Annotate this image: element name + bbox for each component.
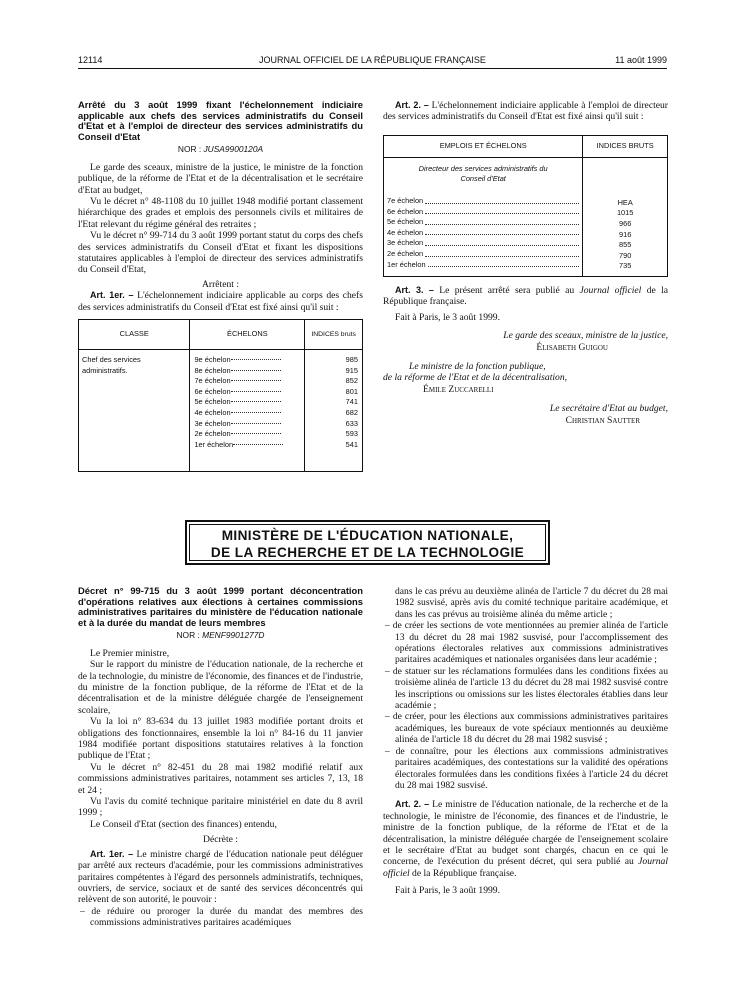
sig2-title-1: Le ministre de la fonction publique, [409,361,546,372]
decret-visa-3: Vu l'avis du comité technique paritaire ministériel en date du 8 avril 1999 ; [78,796,363,819]
td-echelons-2 [387,196,579,270]
decret-decision: Décrète : [203,834,238,846]
decret-item-1b: dans le cas prévu au deuxième alinéa de l'article 7 du décret du 28 mai 1982 susvisé, après avis du comité technique paritaire académique, et dans les cas prévus au troisième alinéa du même article ; [395,586,668,620]
table2-echelon-6: 1er échelon [387,260,579,271]
page-number: 12114 [78,55,103,65]
sig2-title-2: de la réforme de l'Etat et de la décentralisation, [383,372,568,384]
table1-echelon-3: 6e échelon [194,387,300,398]
table1-echelon-7: 2e échelon [194,429,300,440]
th-indices: INDICES bruts [305,320,363,350]
table1-echelon-2: 7e échelon [194,376,300,387]
th-classe: CLASSE [79,320,190,350]
table1-echelon-5: 4e échelon [194,408,300,419]
arrete-title: Arrêté du 3 août 1999 fixant l'échelonnement indiciaire applicable aux chefs des services administratifs du Conseil d'Etat et à l'emploi de directeur des services administratifs du Conseil d'Etat [78,99,363,142]
table1-indice-1: 915 [345,365,358,375]
decret-nor: NOR : MENF9901277D [176,630,265,641]
decret-item-2: – de créer les sections de vote mentionnées au premier alinéa de l'article 13 du décret du 28 mai 1982 susvisé, pour l'accomplissement des opérations électorales relatives aux commissions administratives paritaires académiques et nationales organisées dans leur académie ; [385,620,668,666]
decret-article-2: Art. 2. – Le ministre de l'éducation nationale, de la recherche et de la technologie, le ministre de l'économie, des finances et de l'industrie, le ministre de la fonction publique, de la réforme de l'Etat et de la décentralisation, la ministre déléguée chargée de l'enseignement scolaire et le secrétaire d'Etat au budget sont chargés, chacun en ce qui le concerne, de l'exécution du présent décret, qui sera publié au Journal officiel de la République française. [383,799,668,879]
table2-indice-4: 855 [619,240,632,250]
table1-echelon-8: 1er échelon [194,440,300,451]
arrete-visa-1: Vu le décret n° 48-1108 du 10 juillet 1948 modifié portant classement hiérarchique des grades et emplois des personnels civils et militaires de l'Etat relevant du régime général des retraites ; [78,196,363,230]
decret-right-column [383,586,668,897]
table1-echelon-0: 9e échelon [194,355,300,366]
table-chefs-services [78,319,363,472]
table2-echelon-2: 5e échelon [387,217,579,228]
table1-echelon-6: 3e échelon [194,419,300,430]
sig3-title: Le secrétaire d'Etat au budget, [549,403,668,415]
sig1-name: Élisabeth Guigou [536,341,608,353]
table2-echelon-5: 2e échelon [387,249,579,260]
table1-indice-7: 593 [345,429,358,439]
table-directeur [383,135,668,277]
th-indices-bruts: INDICES BRUTS [583,135,668,157]
arrete-preamble-1: Le garde des sceaux, ministre de la justice, le ministre de la fonction publique, de la réforme de l'Etat et de la décentralisation et le secrétaire d'Etat au budget, [78,161,363,196]
decret-item-5: – de connaître, pour les élections aux commissions administratives paritaires académiques, des contestations sur la validité des opérations électorales formulées dans les conditions fixées à l'article 24 du décret du 28 mai 1982 susvisé. [385,745,668,791]
decret-visa-1: Vu la loi n° 83-634 du 13 juillet 1983 modifiée portant droits et obligations des fonctionnaires, ensemble la loi n° 84-16 du 11 janvier 1984 modifiée portant dispositions statutaires relatives à la fonction publique de l'Etat ; [78,716,363,762]
td-indices-2 [583,157,668,276]
td-emplois [384,157,583,276]
table2-indice-5: 790 [619,250,632,260]
decret-rapport: Sur le rapport du ministre de l'éducation nationale, de la recherche et de la technologie, du ministre de l'économie, des finances et de l'industrie, du ministre de la fonction publique, de la réforme de l'Etat et de la décentralisation et de la ministre déléguée chargée de l'enseignement scolaire, [78,659,363,716]
th-emplois: EMPLOIS ET ÉCHELONS [384,135,583,157]
decret-item-1a: – de réduire ou proroger la durée du mandat des membres des commissions administratives paritaires académiques [80,905,363,929]
table2-echelon-0: 7e échelon [387,196,579,207]
decret-premier-ministre: Le Premier ministre, [90,647,170,659]
arrete-signatures [383,330,668,426]
sig1-title: Le garde des sceaux, ministre de la justice, [503,330,668,342]
arrete-nor: NOR : JUSA9900120A [177,144,264,155]
td-classe: Chef des services administratifs. [79,350,190,472]
sig2-name: Émile Zuccarelli [423,383,494,395]
arrete-article-3: Art. 3. – Le présent arrêté sera publié au Journal officiel de la République française. [383,284,669,308]
td-echelons-list [190,350,305,472]
arrete-decision: Arrêtent : [201,278,240,290]
table1-indice-5: 682 [345,408,358,418]
table1-indice-0: 985 [345,355,358,365]
table2-indice-6: 735 [619,261,632,271]
th-echelons: ÉCHELONS [190,320,305,350]
header-rule [78,68,667,69]
decret-title: Décret n° 99-715 du 3 août 1999 portant déconcentration d'opérations relatives aux élections à certaines commissions administratives paritaires du ministère de l'éducation nationale et à la durée du mandat de leurs membres [78,585,363,628]
table2-echelon-4: 3e échelon [387,238,579,249]
table2-echelon-3: 4e échelon [387,228,579,239]
table1-indice-3: 801 [345,386,358,396]
table1-echelon-1: 8e échelon [194,366,300,377]
decret-left-column [78,586,363,929]
table1-echelon-4: 5e échelon [194,397,300,408]
td-indices-list [305,350,363,472]
ministry-line-1: MINISTÈRE DE L'ÉDUCATION NATIONALE, [221,528,514,543]
decret-conseil: Le Conseil d'Etat (section des finances) entendu, [90,818,277,830]
table1-indice-6: 633 [345,418,358,428]
arrete-right-column [383,100,668,426]
arrete-article-2: Art. 2. – L'échelonnement indiciaire applicable à l'emploi de directeur des services administratifs du Conseil d'Etat est fixé ainsi qu'il suit : [383,100,668,123]
table1-indice-4: 741 [345,397,358,407]
table2-indice-3: 916 [619,229,632,239]
decret-visa-2: Vu le décret n° 82-451 du 28 mai 1982 modifié relatif aux commissions administratives paritaires, notamment ses articles 7, 13, 18 et 24 ; [78,761,363,796]
ministry-banner [185,520,550,565]
journal-title: JOURNAL OFFICIEL DE LA RÉPUBLIQUE FRANÇAISE [259,55,486,65]
decret-item-3: – de statuer sur les réclamations formulées dans les conditions fixées au troisième alinéa de l'article 13 du décret du 28 mai 1982 susvisé contre les inscriptions ou omissions sur les listes électorales établies dans leur académie ; [385,665,668,712]
table1-indice-2: 852 [345,376,358,386]
table1-indice-8: 541 [345,439,358,449]
arrete-visa-2: Vu le décret n° 99-714 du 3 août 1999 portant statut du corps des chefs des services administratifs du Conseil d'Etat et fixant les dispositions statutaires applicables à l'emploi de directeur des services administratifs du Conseil d'Etat, [78,230,363,276]
table2-echelon-1: 6e échelon [387,207,579,218]
arrete-article-1: Art. 1er. – L'échelonnement indiciaire applicable au corps des chefs des services administratifs du Conseil d'Etat est fixé ainsi qu'il suit : [78,290,363,313]
arrete-left-column [78,100,363,472]
ministry-line-2: DE LA RECHERCHE ET DE LA TECHNOLOGIE [210,545,525,560]
decret-fait: Fait à Paris, le 3 août 1999. [395,885,500,897]
table2-indice-0: HEA [617,197,633,207]
emploi-title: Directeur des services administratifs du Conseil d'Etat [418,163,548,184]
table2-indice-1: 1015 [616,208,634,218]
table2-indice-2: 966 [619,219,632,228]
decret-item-4: – de créer, pour les élections aux commissions administratives paritaires académiques, les bureaux de vote spéciaux mentionnés au deuxième alinéa de l'article 18 du décret du 28 mai 1982 susvisé ; [385,711,668,746]
issue-date: 11 août 1999 [615,55,667,65]
decret-article-1: Art. 1er. – Le ministre chargé de l'éducation nationale peut déléguer par arrêté aux recteurs d'académie, pour les commissions administratives paritaires compétentes à l'égard des personnels administratifs, techniques, ouvriers, de service, sociaux et de santé des services déconcentrés qui relèvent de son autorité, le pouvoir : [78,848,363,906]
arrete-fait: Fait à Paris, le 3 août 1999. [395,311,500,323]
sig3-name: Christian Sautter [565,414,640,426]
